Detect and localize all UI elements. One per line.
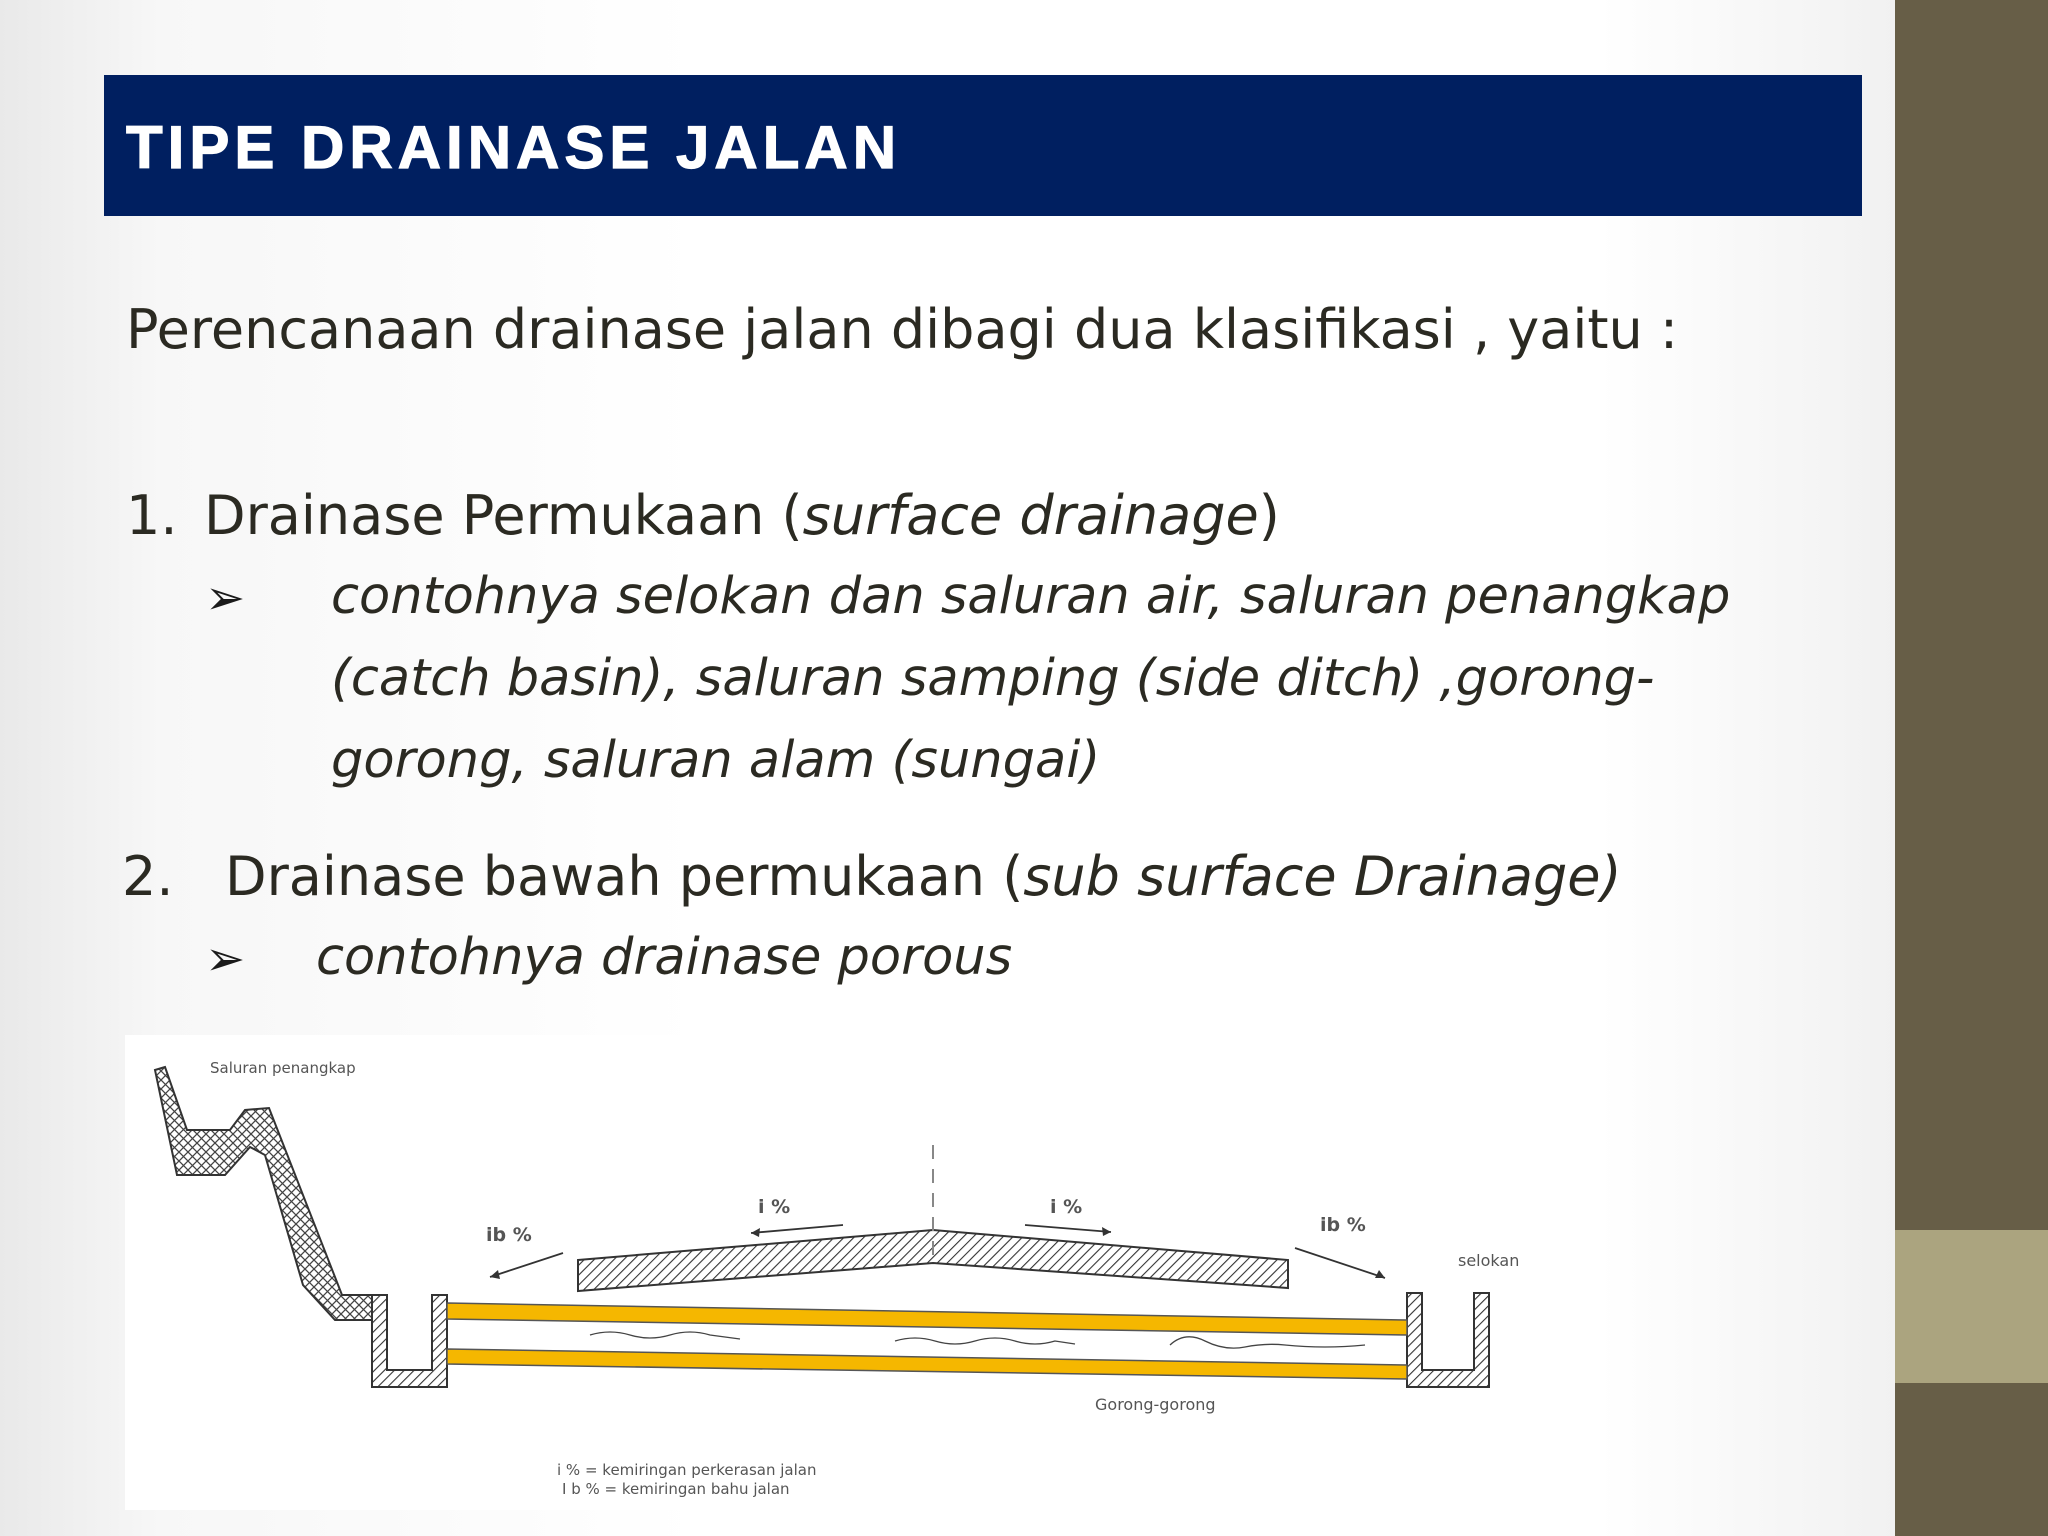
legend-i: i % = kemiringan perkerasan jalan [557,1461,817,1479]
shoulder-arrow-right [1295,1248,1385,1278]
item-1-heading-text: Drainase Permukaan ( [204,484,803,547]
right-ditch-selokan [1407,1293,1489,1387]
label-ib-left: ib % [486,1224,532,1246]
item-1-heading-close: ) [1258,484,1280,547]
slide-title: TIPE DRAINASE JALAN [126,114,902,181]
shoulder-arrow-right-head [1375,1270,1385,1278]
catch-drain-shape [155,1067,372,1320]
pipe-lower [447,1349,1407,1379]
item-1-bullet-icon: ➢ [205,570,246,626]
item-2-number: 2. [122,845,174,908]
item-2-bullet-icon: ➢ [205,931,246,987]
side-decor-accent [1895,1230,2048,1383]
intro-text: Perencanaan drainase jalan dibagi dua klasifikasi , yaitu : [126,298,1679,361]
pipe-upper [447,1303,1407,1335]
road-pavement [578,1230,1288,1291]
shoulder-arrow-left [490,1253,563,1277]
item-2-example-line-1: contohnya drainase porous [316,928,1013,987]
label-selokan: selokan [1458,1251,1520,1270]
title-banner [104,75,1862,216]
item-1-heading-italic: surface drainage [802,484,1259,547]
item-2-heading [225,847,1622,907]
label-i-left: i % [758,1196,791,1218]
item-1-number: 1. [126,484,178,547]
label-ib-right: ib % [1320,1214,1366,1236]
slope-arrow-right [1025,1225,1111,1232]
flow-arrow-1 [590,1332,740,1339]
label-gorong-gorong: Gorong-gorong [1095,1395,1216,1414]
left-ditch [372,1295,447,1387]
item-1-example-line-2: (catch basin), saluran samping (side ditch) ,gorong- [331,649,1655,708]
item-2-heading-text: Drainase bawah permukaan ( [225,845,1024,908]
item-1-example-line-1: contohnya selokan dan saluran air, saluran penangkap [331,567,1731,626]
item-1-example-line-3: gorong, saluran alam (sungai) [331,731,1101,790]
legend-ib: I b % = kemiringan bahu jalan [562,1480,790,1498]
shoulder-arrow-left-head [490,1270,500,1279]
label-i-right: i % [1050,1196,1083,1218]
slope-arrow-left [751,1225,843,1233]
slope-arrow-left-head [751,1228,760,1237]
road-drainage-diagram [125,1035,1550,1510]
flow-arrow-2 [895,1338,1075,1344]
item-2-heading-italic: sub surface Drainage) [1023,845,1622,908]
slope-arrow-right-head [1102,1227,1111,1236]
item-1-heading [204,486,1280,546]
road-drainage-svg [125,1035,1550,1510]
label-saluran-penangkap: Saluran penangkap [210,1059,356,1077]
flow-arrow-3 [1170,1337,1365,1348]
